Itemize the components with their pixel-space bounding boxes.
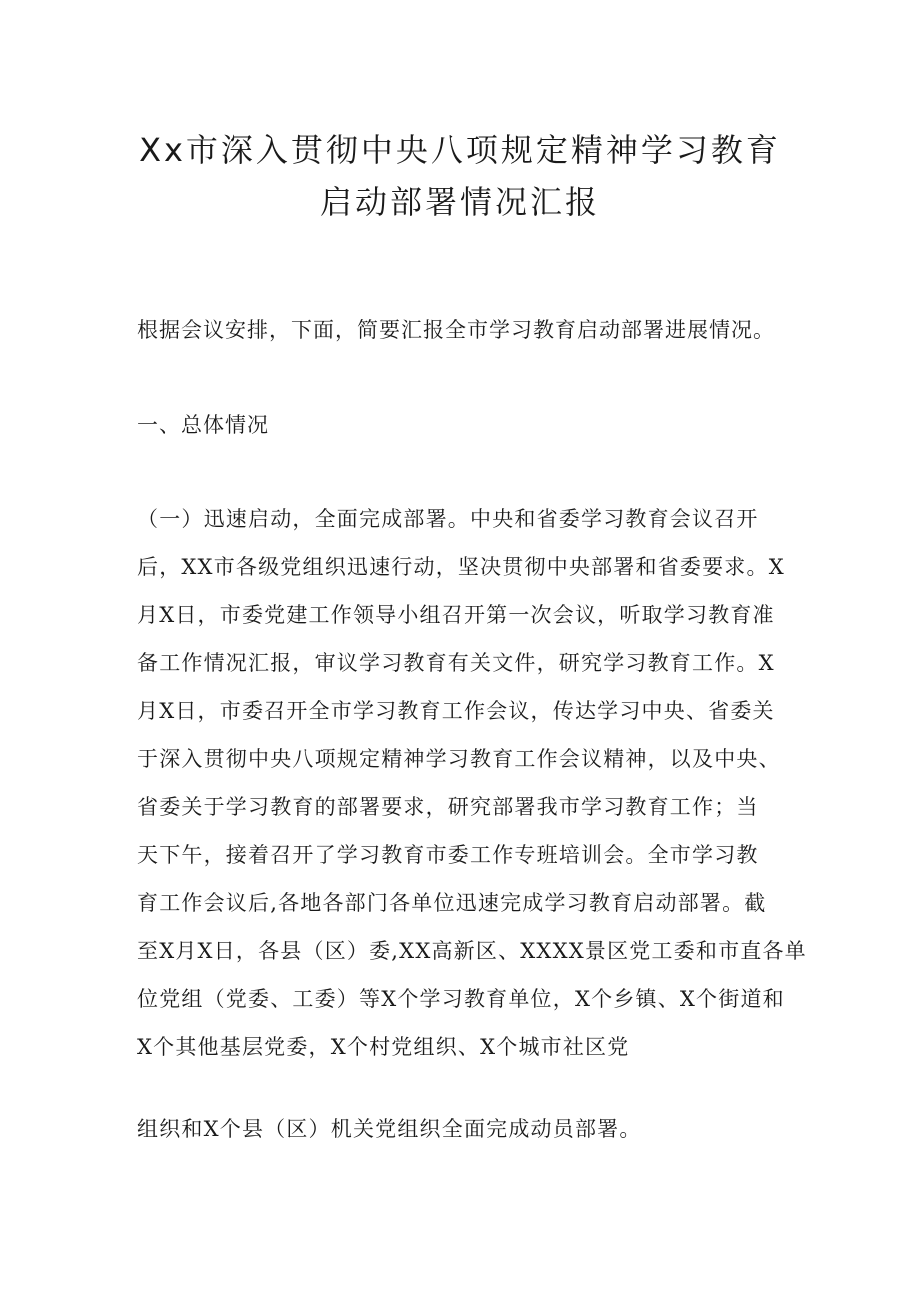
intro-paragraph: 根据会议安排，下面，简要汇报全市学习教育启动部署进展情况。 <box>137 318 775 342</box>
paragraph-line: X个其他基层党委，X个村党组织、X个城市社区党 <box>137 1035 630 1059</box>
paragraph-line: 育工作会议后,各地各部门各单位迅速完成学习教育启动部署。截 <box>137 891 767 915</box>
document-title-line-1: Xx市深入贯彻中央八项规定精神学习教育 <box>139 131 781 169</box>
paragraph-line: 省委关于学习教育的部署要求，研究部署我市学习教育工作；当 <box>137 795 759 819</box>
document-title-line-2: 启动部署情况汇报 <box>319 183 600 221</box>
paragraph-line: 备工作情况汇报，审议学习教育有关文件，研究学习教育工作。X <box>137 651 775 675</box>
paragraph-line: 月X日，市委召开全市学习教育工作会议，传达学习中央、省委关 <box>137 699 775 723</box>
paragraph-line: 月X日，市委党建工作领导小组召开第一次会议，听取学习教育准 <box>137 603 775 627</box>
paragraph-line: 至X月X日，各县（区）委,XX高新区、XXXX景区党工委和市直各单 <box>137 939 807 963</box>
section-heading: 一、总体情况 <box>137 413 269 437</box>
paragraph-line: 后，XX市各级党组织迅速行动，坚决贯彻中央部署和省委要求。X <box>137 555 785 579</box>
paragraph-line: 于深入贯彻中央八项规定精神学习教育工作会议精神，以及中央、 <box>137 747 781 771</box>
continuation-paragraph: 组织和X个县（区）机关党组织全面完成动员部署。 <box>137 1117 642 1141</box>
paragraph-line: 位党组（党委、工委）等X个学习教育单位，X个乡镇、X个街道和 <box>137 987 785 1011</box>
paragraph-line: 天下午，接着召开了学习教育市委工作专班培训会。全市学习教 <box>137 843 759 867</box>
paragraph-line: （一）迅速启动，全面完成部署。中央和省委学习教育会议召开 <box>137 507 759 531</box>
